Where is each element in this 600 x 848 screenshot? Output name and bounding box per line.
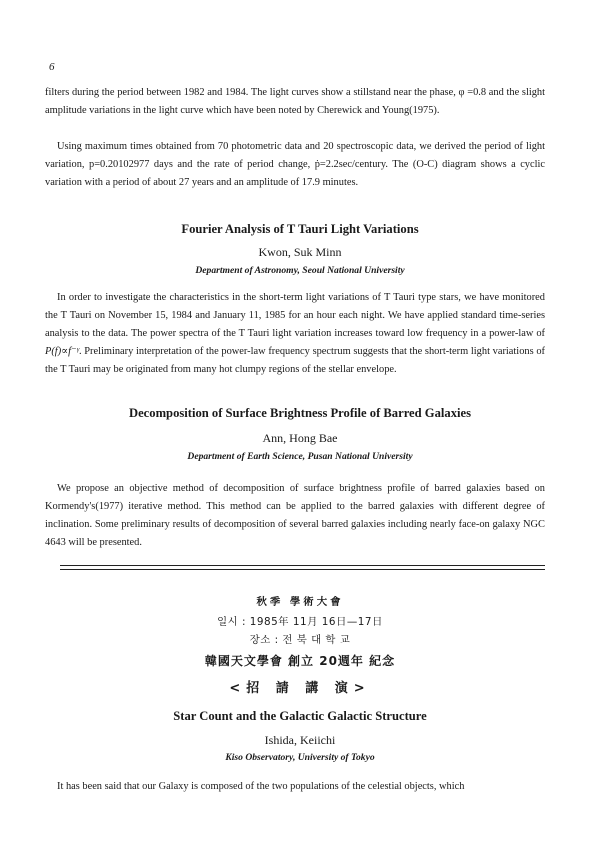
article1-affiliation: Department of Astronomy, Seoul National University xyxy=(195,265,405,276)
meeting-name: 秋季 學術大會 xyxy=(256,596,344,608)
page-number: 6 xyxy=(49,61,55,73)
article3-affiliation: Kiso Observatory, University of Tokyo xyxy=(225,752,375,763)
meeting-date: 일시 : 1985年 11月 16日—17日 xyxy=(217,616,383,628)
intro-paragraph-2: Using maximum times obtained from 70 photometric data and 20 spectroscopic data, we derived the period of light variation, p=0.20102977 days and the rate of period change, ṗ=2.2sec/century. The (O-C) diagram shows a cyclic variation with a period of about 27 years and an amplitude of 17.9 minutes. xyxy=(45,141,545,188)
article2-title: Decomposition of Surface Brightness Profile of Barred Galaxies xyxy=(129,406,471,420)
article1-author: Kwon, Suk Minn xyxy=(258,245,342,259)
article3-abstract: It has been said that our Galaxy is composed of the two populations of the celestial objects, which xyxy=(57,781,465,792)
section-divider-bottom xyxy=(60,569,545,570)
meeting-place: 장소 : 전 북 대 학 교 xyxy=(249,634,351,646)
anniversary-heading: 韓國天文學會 創立 20週年 紀念 xyxy=(204,654,396,668)
article3-title: Star Count and the Galactic Galactic Structure xyxy=(173,709,427,723)
article2-abstract: We propose an objective method of decomposition of surface brightness profile of barred galaxies based on Kormendy's(1977) iterative method. This method can be applied to the barred galaxies with different degree of inclination. Some preliminary results of decomposition of several barred galaxies including nearly face-on galaxy NGC 4643 will be presented. xyxy=(45,483,545,548)
power-law-formula: P(f)∝f⁻ᵞ xyxy=(45,346,79,357)
article1-abstract-text: In order to investigate the characteristics in the short-term light variations of T Tauri type stars, we have monitored the T Tauri on November 15, 1984 and January 11, 1985 for an hour each night. We have applied standard time-series analysis to the data. The power spectra of the T Tauri light variation increases toward low frequency in a power-law of xyxy=(45,292,545,339)
article2-author: Ann, Hong Bae xyxy=(262,431,338,445)
article1-abstract xyxy=(45,289,545,379)
section-divider-top xyxy=(60,565,545,566)
invited-lecture-heading: <招 請 講 演> xyxy=(229,681,371,696)
article3-author: Ishida, Keiichi xyxy=(264,733,336,747)
article2-affiliation: Department of Earth Science, Pusan National University xyxy=(187,451,413,462)
intro-paragraph-1: filters during the period between 1982 and 1984. The light curves show a stillstand near the phase, φ =0.8 and the slight amplitude variations in the light curve which have been noted by Cherewick and Young(1975). xyxy=(45,87,545,116)
article1-title: Fourier Analysis of T Tauri Light Variations xyxy=(181,222,419,236)
article1-abstract-text-end: . Preliminary interpretation of the power-law frequency spectrum suggests that the short-term light variations of the T Tauri may be originated from many hot clumpy regions of the stellar envelope. xyxy=(45,346,545,375)
